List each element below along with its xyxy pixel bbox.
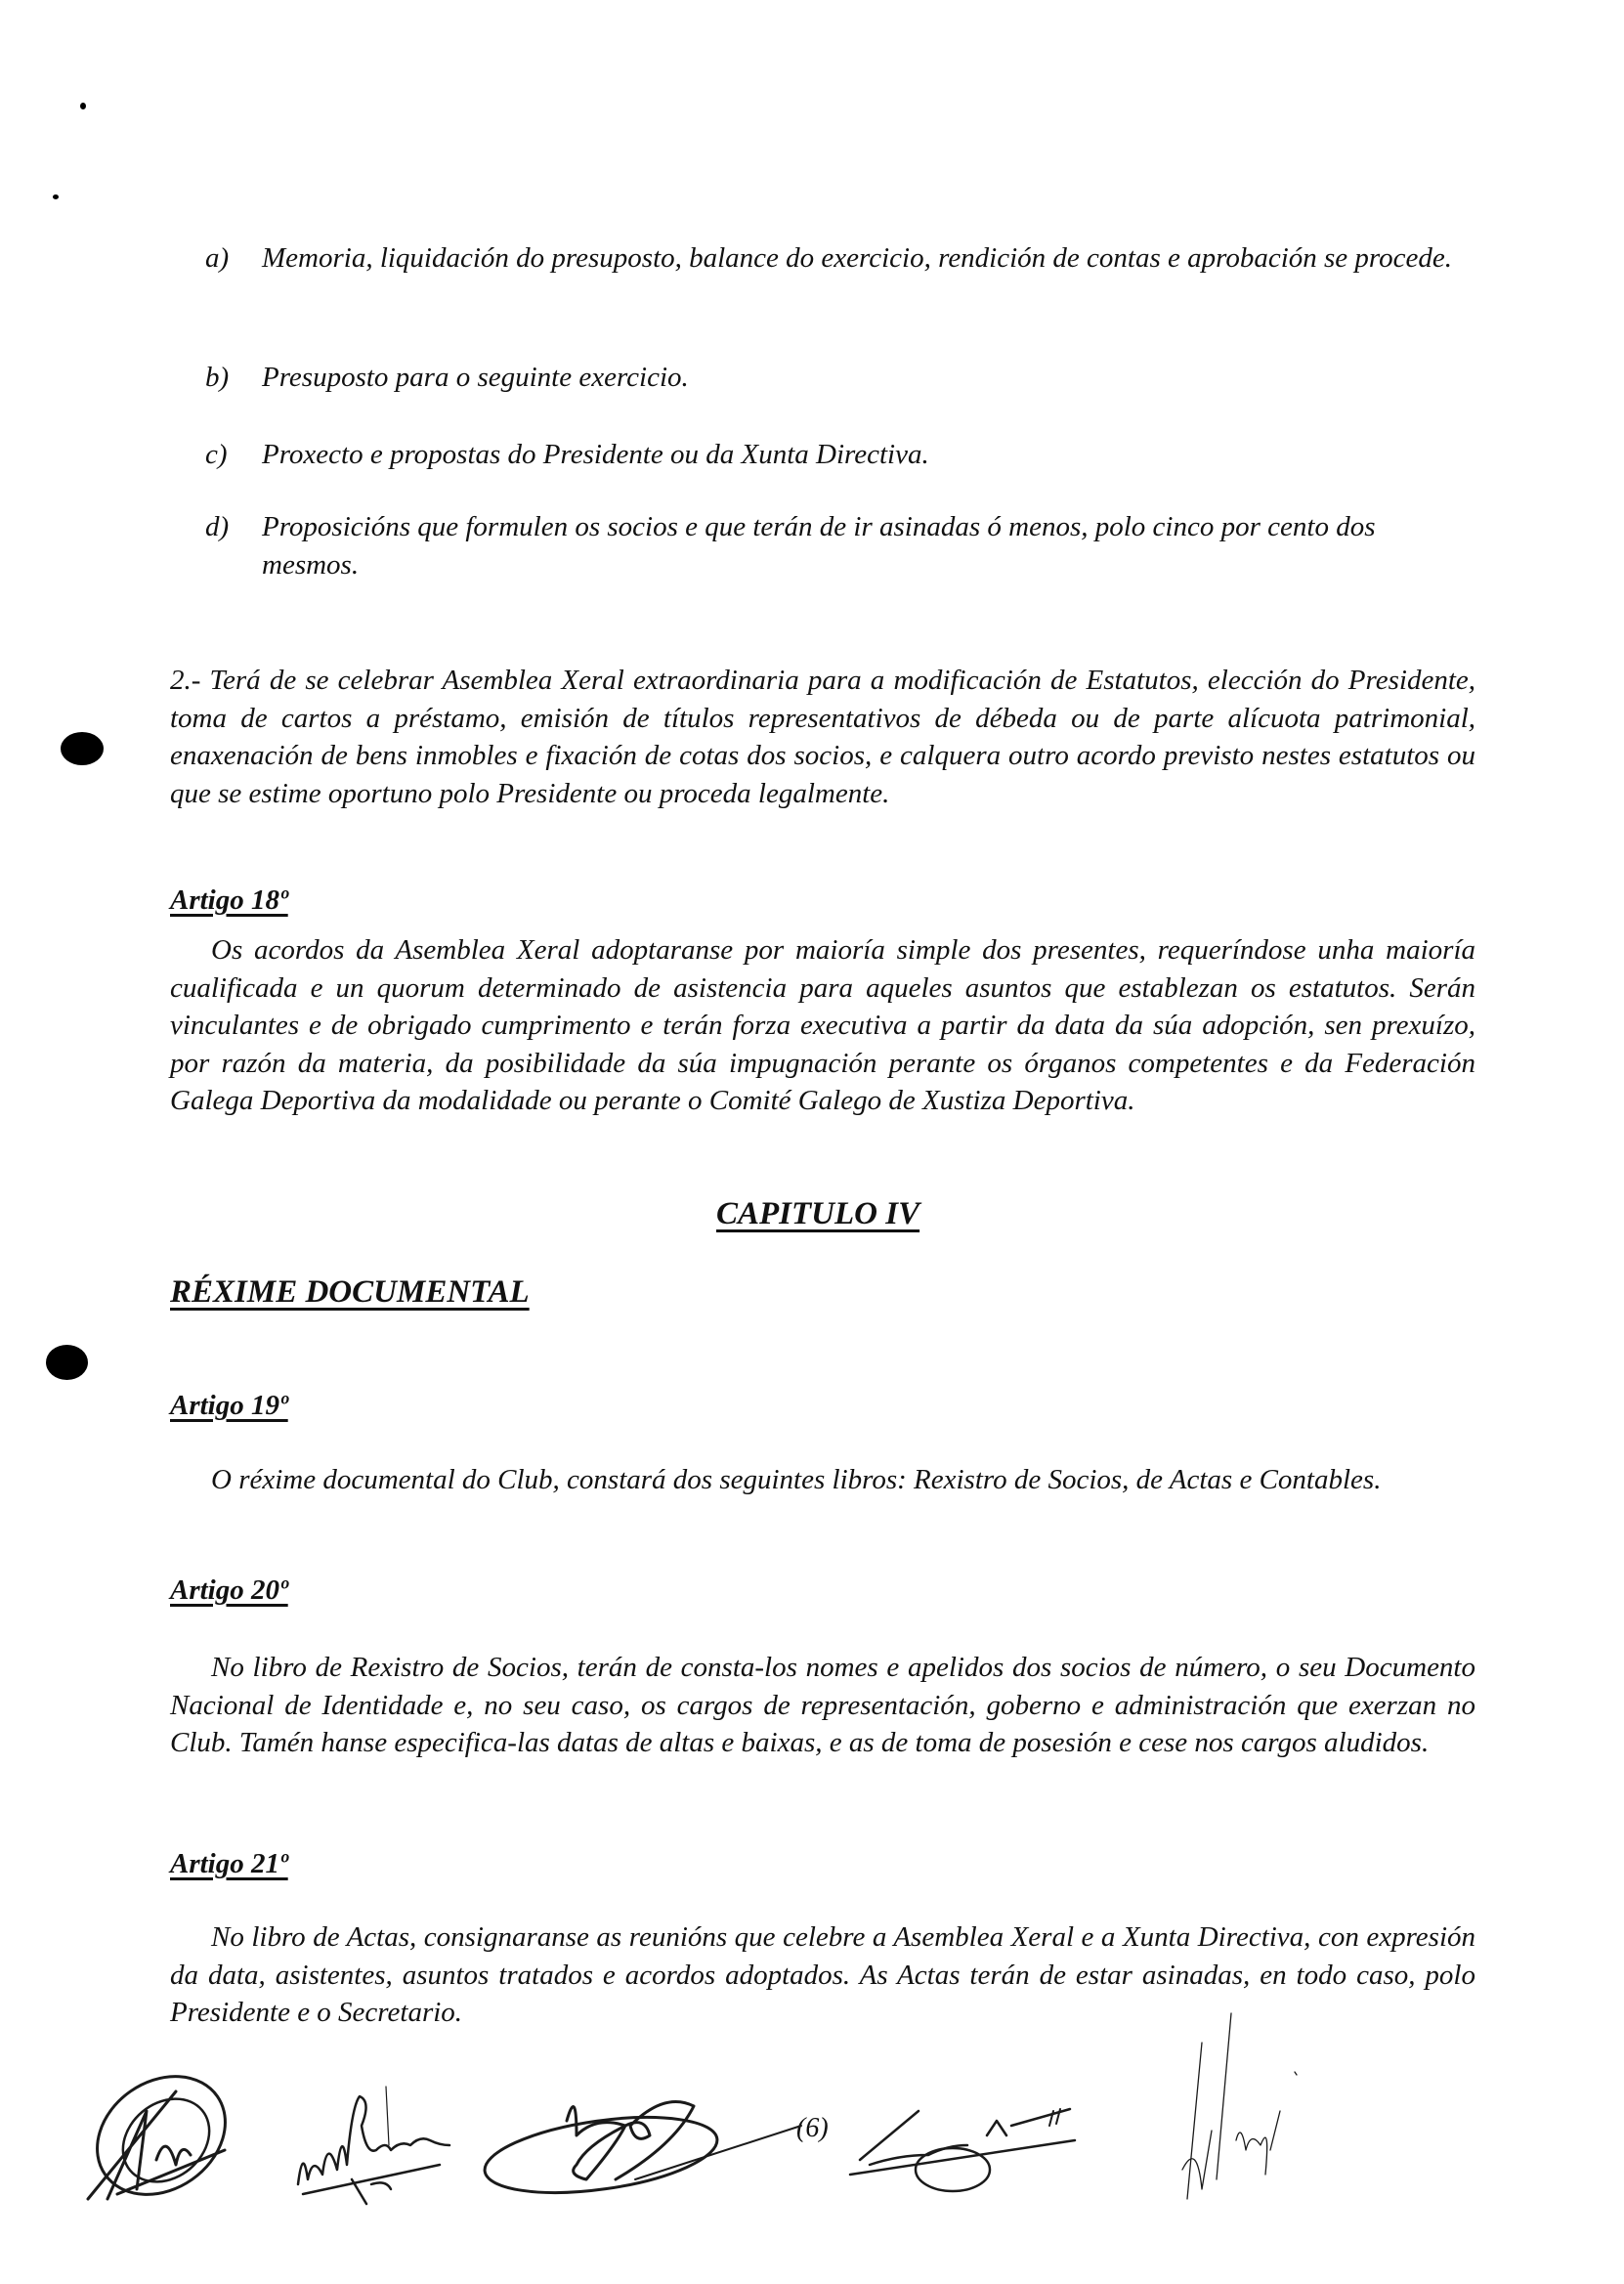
list-item-d [205, 508, 1475, 583]
list-item-a [205, 239, 1475, 278]
article-heading-21: Artigo 21º [170, 1848, 288, 1879]
punch-hole [61, 732, 104, 765]
list-item-c [205, 436, 1475, 474]
paragraph-2: 2.- Terá de se celebrar Asemblea Xeral extraordinaria para a modificación de Estatutos, elección do Presidente, toma de cartos a préstamo, emisión de títulos representativos de débeda ou de parte alícuota patrimonial, enaxenación de bens inmobles e fixación de cotas dos socios, e calquera outro acordo previsto nestes estatutos ou que se estime oportuno polo Presidente ou proceda legalmente. [170, 665, 1475, 809]
list-label: c) [205, 439, 228, 470]
list-item-b [205, 359, 1475, 397]
list-text: Presuposto para o seguinte exercicio. [262, 362, 689, 393]
list-text: Memoria, liquidación do presuposto, balance do exercicio, rendición de contas e aprobación se procede. [262, 242, 1452, 274]
scan-speck [80, 103, 86, 109]
article-text-21: No libro de Actas, consignaranse as reunións que celebre a Asemblea Xeral e a Xunta Directiva, con expresión da data, asistentes, asuntos tratados e acordos adoptados. As Actas terán de estar asinadas, en todo caso, polo Presidente e o Secretario. [170, 1921, 1475, 2028]
article-heading-18: Artigo 18º [170, 884, 288, 916]
list-label: d) [205, 511, 230, 542]
page-number: (6) [796, 2113, 829, 2143]
signature-3 [479, 2087, 801, 2204]
chapter-subtitle: RÉXIME DOCUMENTAL [170, 1274, 530, 1310]
punch-hole [46, 1345, 88, 1380]
list-text: Proxecto e propostas do Presidente ou da Xunta Directiva. [262, 439, 929, 470]
signature-2 [293, 2087, 459, 2204]
list-label: a) [205, 242, 230, 274]
article-heading-20: Artigo 20º [170, 1574, 288, 1606]
article-heading-19: Artigo 19º [170, 1390, 288, 1421]
article-text-18: Os acordos da Asemblea Xeral adoptaranse por maioría simple dos presentes, requeríndose unha maioría cualificada e un quorum determinado de asistencia para aqueles asuntos que establezan os estatutos. Serán vinculantes e de obrigado cumprimento e terán forza executiva a partir da data da súa adopción, sen prexuízo, por razón da materia, da posibilidade da súa impugnación perante os órganos competentes e da Federación Galega Deportiva da modalidade ou perante o Comité Galego de Xustiza Deportiva. [170, 934, 1475, 1116]
list-text: Proposicións que formulen os socios e que terán de ir asinadas ó menos, polo cinco por cento dos mesmos. [262, 511, 1376, 581]
signature-5 [1143, 2013, 1329, 2209]
article-text-19: O réxime documental do Club, constará dos seguintes libros: Rexistro de Socios, de Actas e Contables. [211, 1464, 1382, 1495]
scan-speck [53, 194, 59, 199]
signature-1 [59, 2072, 254, 2209]
chapter-title: CAPITULO IV [716, 1196, 920, 1231]
article-text-20: No libro de Rexistro de Socios, terán de consta-los nomes e apelidos dos socios de número, o seu Documento Nacional de Identidade e, no seu caso, os cargos de representación, goberno e administración que exerzan no Club. Tamén hanse especifica-las datas de altas e baixas, e as de toma de posesión e cese nos cargos aludidos. [170, 1652, 1475, 1758]
signature-carlos-va [840, 2101, 1094, 2199]
list-label: b) [205, 362, 230, 393]
